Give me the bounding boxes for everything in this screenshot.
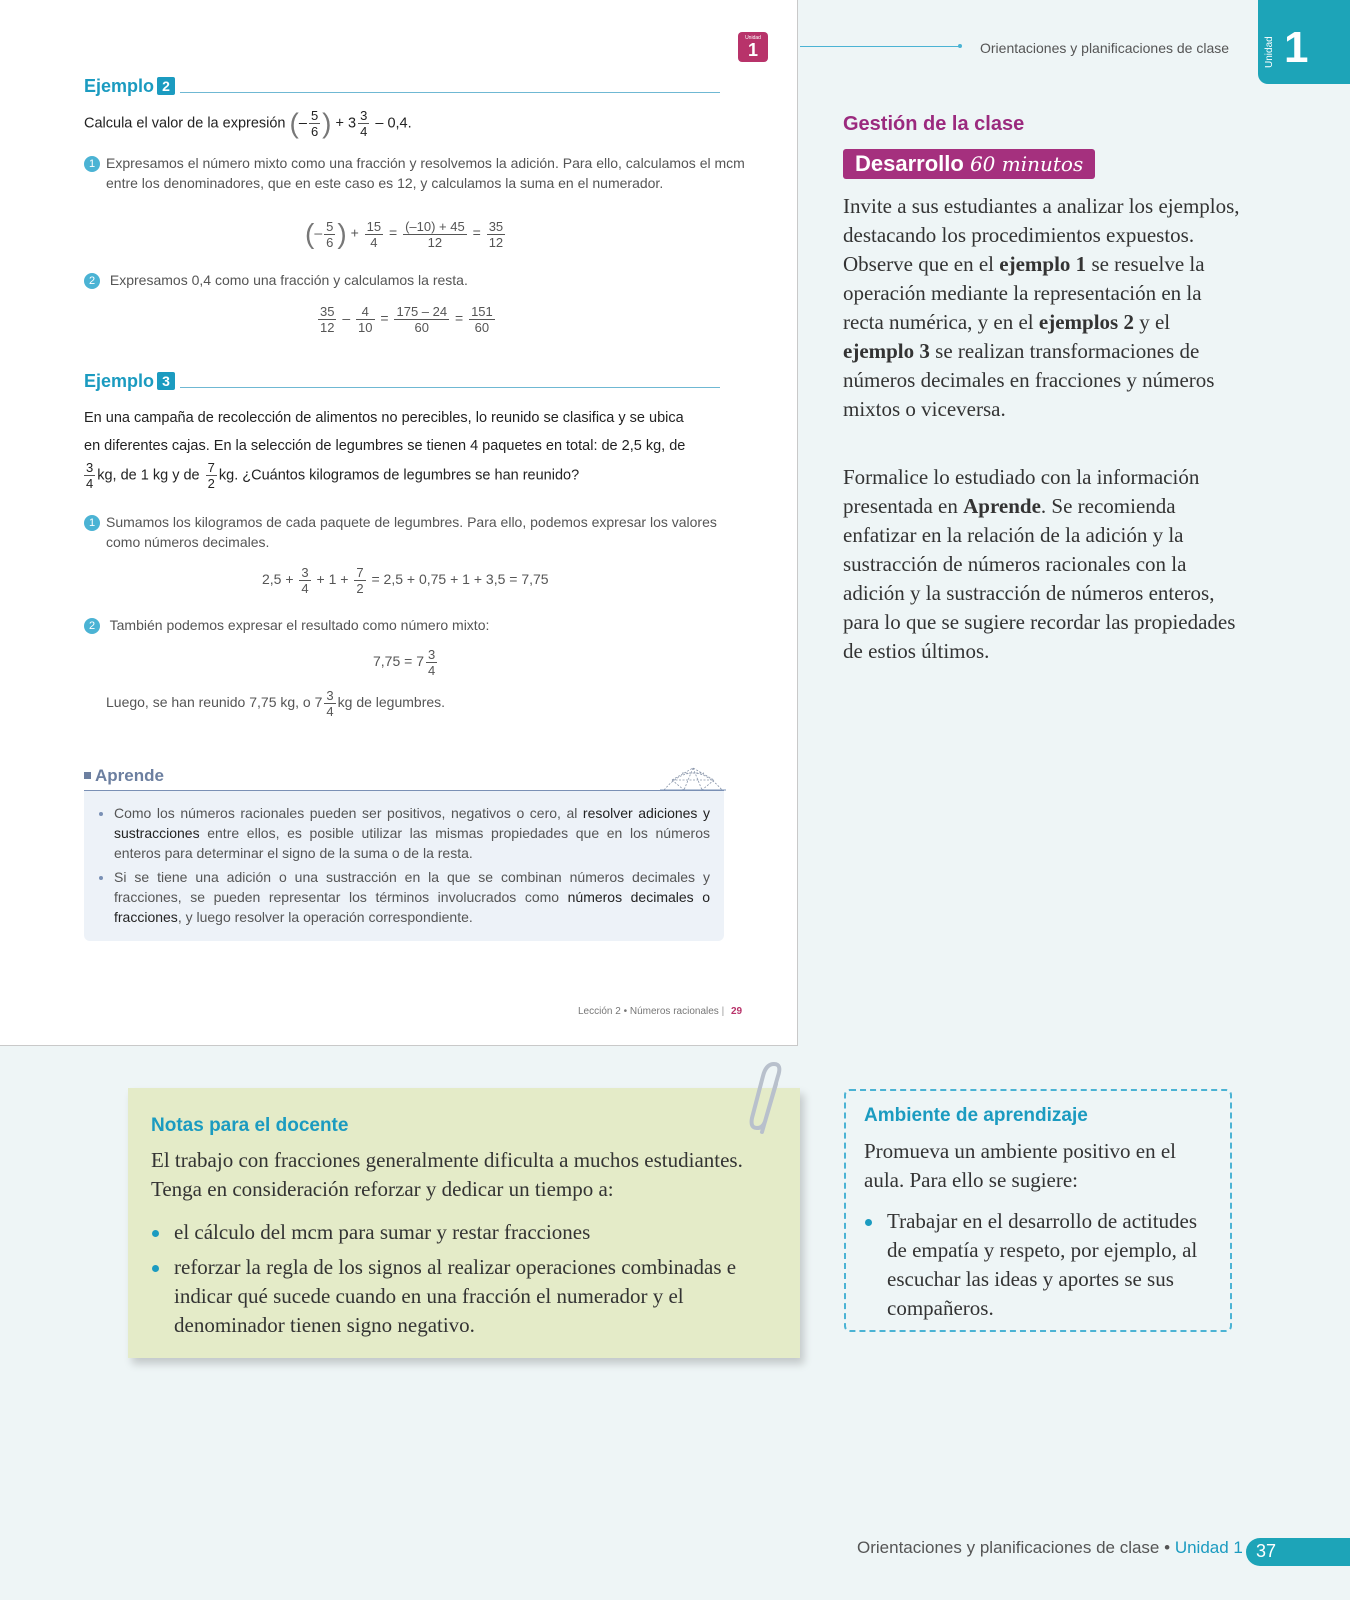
notes-list-item: reforzar la regla de los signos al realizar operaciones combinadas e indicar qué sucede cuando en una fracción el numerador y el denominador tienen signo negativo. (174, 1253, 774, 1340)
student-page-footer: Lección 2 • Números racionales | 29 (578, 1006, 743, 1017)
example-2-step-1: 1 Expresamos el número mixto como una fracción y resolvemos la adición. Para ello, calculamos el mcm entre los denominadores, que en este caso es 12, y calculamos la suma en el numerador. (84, 153, 106, 215)
bullet-icon (152, 1230, 159, 1237)
geodesic-dome-icon (660, 762, 726, 792)
example-3-conclusion: Luego, se han reunido 7,75 kg, o 7 $\frac{3}{4}$ kg de legumbres. (106, 688, 446, 719)
aprende-title: Aprende (84, 766, 164, 786)
aprende-item: • Si se tiene una adición o una sustracción en la que se combinan números decimales y fracciones, se pueden representar los términos involucrados como números decimales o fracciones, y luego resolver la operación correspondiente. (114, 867, 710, 927)
header-rule (800, 46, 960, 47)
desarrollo-badge: Desarrollo 60 minutos (843, 149, 1095, 179)
step-number: 1 (84, 156, 100, 172)
example-number-badge: 3 (157, 372, 175, 390)
unit-badge-mini: Unidad 1 (738, 32, 768, 62)
teacher-notes (128, 1088, 800, 1358)
divider (180, 387, 720, 388)
page-footer: Orientaciones y planificaciones de clase • Unidad 1 (857, 1538, 1243, 1557)
example-3-statement: En una campaña de recolección de alimentos no perecibles, lo reunido se clasifica y se ubica en diferentes cajas. En la selección de legumbres se tienen 4 paquetes en total: de 2,5 kg, de $\frac{3}{4}$ kg, de 1 kg y de $\frac{7}{2}$ kg. ¿Cuántos kilogramos de legumbres se han reunido? (84, 410, 686, 491)
notes-list-item: el cálculo del mcm para sumar y restar fracciones (174, 1218, 774, 1247)
ambiente-title: Ambiente de aprendizaje (864, 1105, 1088, 1126)
paperclip-icon (748, 1062, 788, 1138)
divider (180, 92, 720, 93)
example-2-title: Ejemplo 2 (84, 76, 175, 97)
example-3-title: Ejemplo 3 (84, 371, 175, 392)
bullet-icon (152, 1265, 159, 1272)
aprende-item: • Como los números racionales pueden ser positivos, negativos o cero, al resolver adiciones y sustracciones entre ellos, es posible utilizar las mismas propiedades que en los números enteros para determinar el signo de la suma o de la resta. (114, 803, 710, 863)
fraction: $\frac{5}{6}$ (310, 108, 319, 139)
square-bullet-icon (84, 772, 91, 779)
example-2-statement: Calcula el valor de la expresión (– $\frac{5}{6}$ ) + 3 $\frac{3}{4}$ – 0,4. (84, 107, 412, 139)
step-number: 1 (84, 515, 100, 531)
aprende-box (84, 790, 724, 941)
gestion-paragraph-2: Formalice lo estudiado con la información presentada en Aprende. Se recomienda enfatizar en la relación de la adición y la sustracción de números racionales con la adición y la sustracción de números enteros, para lo que se sugiere recordar las propiedades de estios últimos. (843, 465, 1236, 663)
equation: 7,75 = 7 $\frac{3}{4}$ (373, 647, 436, 678)
header-dot (958, 44, 962, 48)
equation: (– $\frac{5}{6}$ ) + $\frac{15}{4}$ = $\frac{(-10) + 45}{12}$ = $\frac{35}{12}$ (305, 218, 504, 250)
step-number: 2 (84, 618, 100, 634)
example-number-badge: 2 (157, 77, 175, 95)
example-3-step-1: 1 Sumamos los kilogramos de cada paquete de legumbres. Para ello, podemos expresar los valores como números decimales. (84, 512, 106, 554)
step-number: 2 (84, 273, 100, 289)
ambiente-list-item: Trabajar en el desarrollo de actitudes de empatía y respeto, por ejemplo, al escuchar las ideas y aportes se sus compañeros. (887, 1207, 1217, 1323)
learning-environment-box (844, 1089, 1232, 1332)
header-title: Orientaciones y planificaciones de clase (980, 40, 1230, 56)
student-page (0, 0, 798, 1046)
example-3-step-2: 2 También podemos expresar el resultado como número mixto: (84, 615, 489, 635)
example-2-step-2: 2 Expresamos 0,4 como una fracción y calculamos la resta. (84, 270, 468, 290)
equation: $\frac{35}{12}$ – $\frac{4}{10}$ = $\frac{175 - 24}{60}$ = $\frac{151}{60}$ (320, 304, 493, 335)
notes-title: Notas para el docente (151, 1115, 349, 1136)
bullet-icon (865, 1219, 872, 1226)
equation: 2,5 + $\frac{3}{4}$ + 1 + $\frac{7}{2}$ = 2,5 + 0,75 + 1 + 3,5 = 7,75 (262, 565, 549, 596)
fraction: $\frac{3}{4}$ (360, 108, 368, 139)
page-number-badge: 37 (1246, 1538, 1350, 1566)
unit-tab: Unidad 1 (1258, 0, 1350, 84)
ambiente-intro: Promueva un ambiente positivo en el aula. Para ello se sugiere: (864, 1139, 1177, 1192)
gestion-paragraph-1: Invite a sus estudiantes a analizar los ejemplos, destacando los procedimientos expuestos. Observe que en el ejemplo 1 se resuelve la operación mediante la representación en la recta numérica, y en el ejemplos 2 y el ejemplo 3 se realizan transformaciones de números decimales en fracciones y números mixtos o viceversa. (843, 194, 1240, 421)
notes-intro: El trabajo con fracciones generalmente dificulta a muchos estudiantes. Tenga en consideración reforzar y dedicar un tiempo a: (151, 1148, 743, 1201)
section-title: Gestión de la clase (843, 113, 1025, 135)
